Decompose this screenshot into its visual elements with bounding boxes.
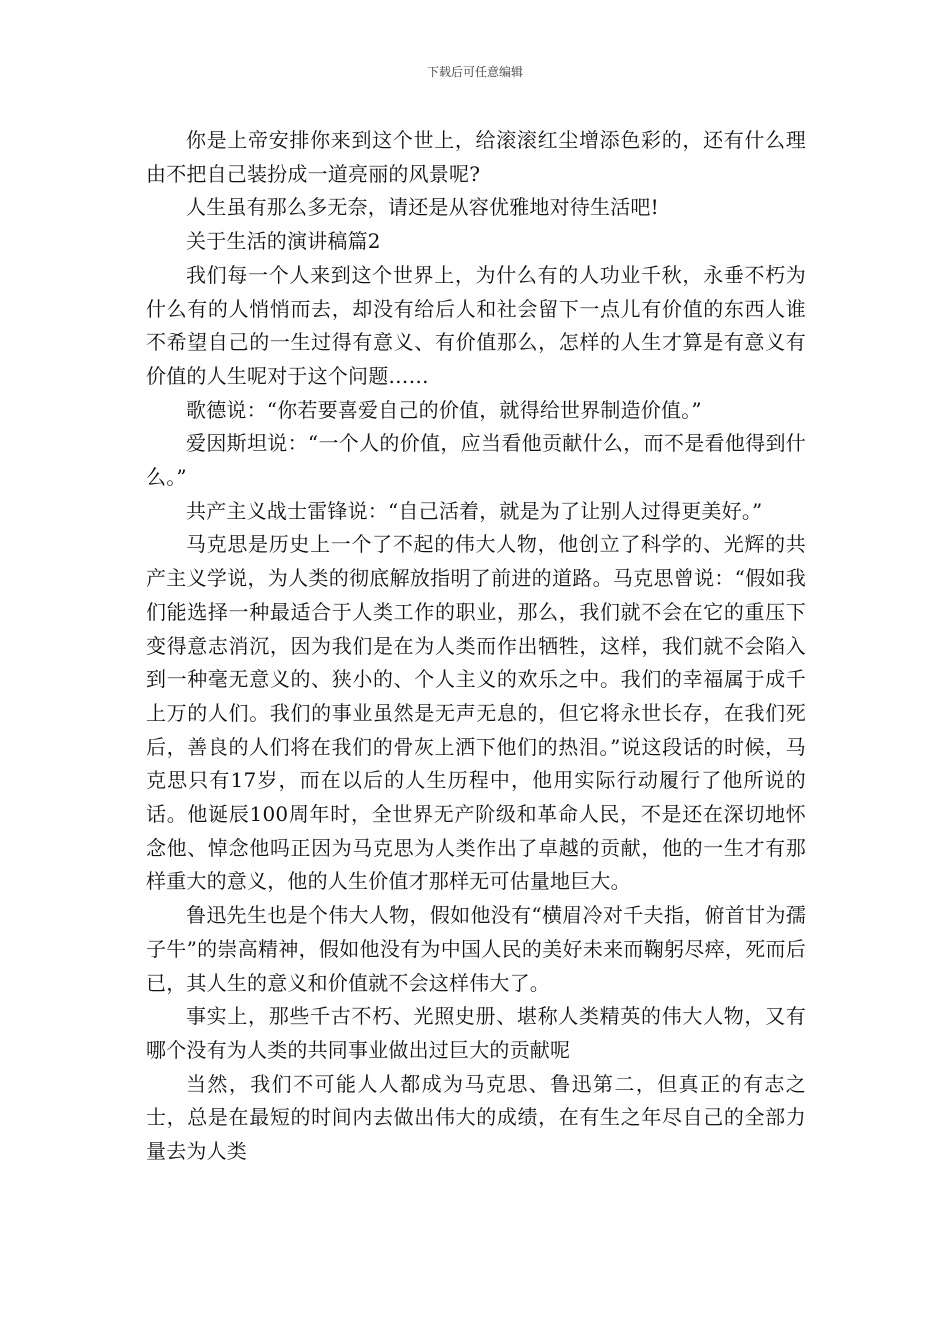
paragraph: 我们每一个人来到这个世界上，为什么有的人功业千秋，永垂不朽为什么有的人悄悄而去，却没有给后人和社会留下一点儿有价值的东西人谁不希望自己的一生过得有意义、有价值那么，怎样的人生才算是有意义有价值的人生呢对于这个问题……: [146, 262, 806, 388]
paragraph: 你是上帝安排你来到这个世上，给滚滚红尘增添色彩的，还有什么理由不把自己装扮成一道亮丽的风景呢?: [146, 128, 806, 186]
document-body: [146, 124, 806, 1169]
paragraph: 马克思是历史上一个了不起的伟大人物，他创立了科学的、光辉的共产主义学说，为人类的彻底解放指明了前进的道路。马克思曾说：“假如我们能选择一种最适合于人类工作的职业，那么，我们就不会在它的重压下变得意志消沉，因为我们是在为人类而作出牺牲，这样，我们就不会陷入到一种毫无意义的、狭小的、个人主义的欢乐之中。我们的幸福属于成千上万的人们。我们的事业虽然是无声无息的，但它将永世长存，在我们死后，善良的人们将在我们的骨灰上洒下他们的热泪。”说这段话的时候，马克思只有17岁，而在以后的人生历程中，他用实际行动履行了他所说的话。他诞辰100周年时，全世界无产阶级和革命人民，不是还在深切地怀念他、悼念他吗正因为马克思为人类作出了卓越的贡献，他的一生才有那样重大的意义，他的人生价值才那样无可估量地巨大。: [146, 532, 806, 894]
quote-paragraph: 共产主义战士雷锋说：“自己活着，就是为了让别人过得更美好。”: [186, 498, 763, 523]
quote-paragraph: 爱因斯坦说：“一个人的价值，应当看他贡献什么，而不是看他得到什么。”: [146, 431, 806, 490]
paragraph: 当然，我们不可能人人都成为马克思、鲁迅第二，但真正的有志之士，总是在最短的时间内去做出伟大的成绩，在有生之年尽自己的全部力量去为人类: [146, 1071, 806, 1164]
quote-paragraph: 歌德说：“你若要喜爱自己的价值，就得给世界制造价值。”: [186, 397, 702, 422]
page-header: 下载后可任意编辑: [426, 65, 523, 79]
paragraph: 鲁迅先生也是个伟大人物，假如他没有“横眉冷对千夫指，俯首甘为孺子牛”的崇高精神，假如他没有为中国人民的美好未来而鞠躬尽瘁，死而后已，其人生的意义和价值就不会这样伟大了。: [146, 903, 806, 995]
paragraph: 事实上，那些千古不朽、光照史册、堪称人类精英的伟大人物，又有哪个没有为人类的共同事业做出过巨大的贡献呢: [146, 1004, 806, 1062]
section-title: 关于生活的演讲稿篇2: [186, 229, 381, 254]
paragraph: 人生虽有那么多无奈，请还是从容优雅地对待生活吧!: [186, 195, 659, 220]
